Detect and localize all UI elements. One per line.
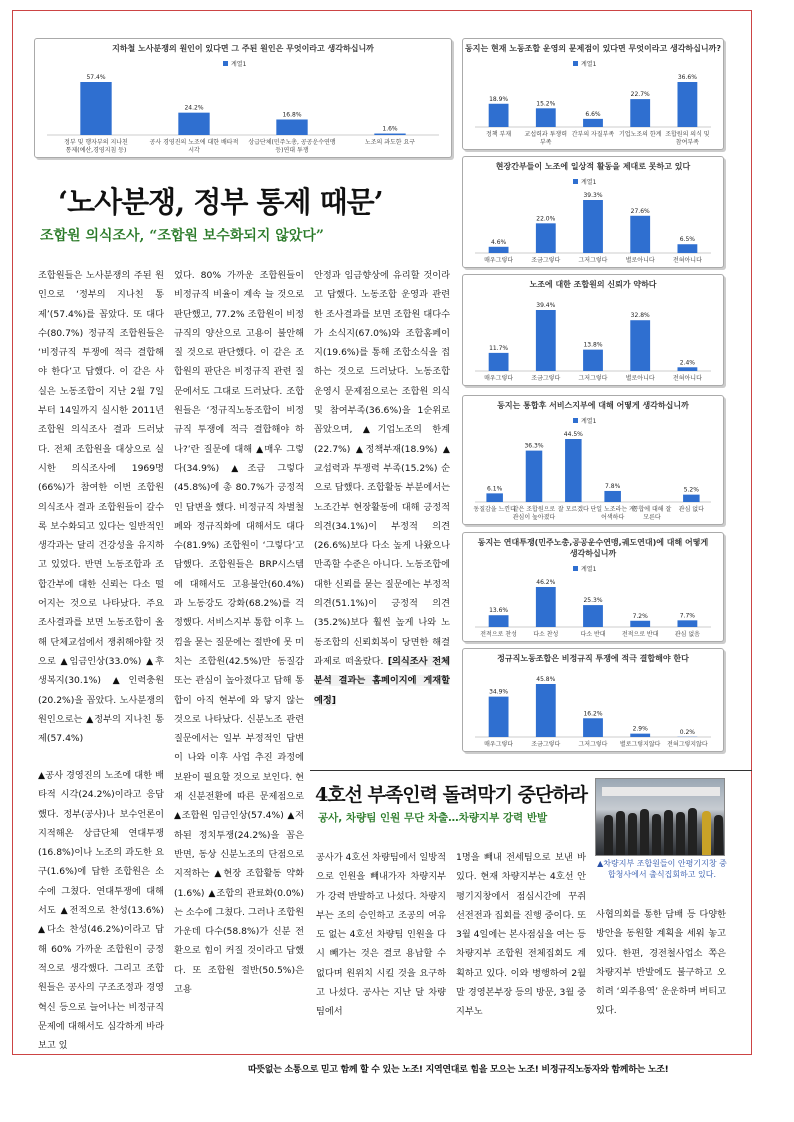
chart-field-officers: [462, 156, 724, 268]
data-label: 0.2%: [679, 728, 696, 736]
chart-svg: [463, 396, 723, 524]
category-label: 동질감을 느낀다: [473, 506, 516, 513]
chart-legend: [573, 565, 597, 573]
category-label: 기업노조의 한계: [618, 131, 662, 138]
bar: [276, 119, 307, 135]
category-label: 다소 반대: [580, 631, 606, 638]
category-label: 모른다: [643, 514, 661, 521]
bar: [630, 216, 650, 253]
data-label: 39.4%: [536, 302, 556, 309]
category-label: 매우그렇다: [484, 375, 514, 382]
article-column-3: [314, 266, 450, 766]
category-label: 정부 및 행자부의 지나친: [64, 139, 128, 146]
bar: [677, 244, 697, 253]
chart-title: 동지는 연대투쟁(민주노총,공공운수연맹,궤도연대)에 대해 어떻게: [477, 538, 709, 547]
bar: [677, 620, 697, 627]
category-label: 간부의 자질부족: [571, 131, 615, 138]
category-label: 전적으로 반대: [621, 631, 659, 638]
category-label: 별로아니다: [625, 375, 655, 382]
data-label: 22.7%: [630, 91, 650, 99]
bar: [486, 493, 503, 502]
data-label: 7.2%: [632, 612, 648, 620]
bar: [489, 615, 509, 627]
bar: [630, 99, 650, 127]
data-label: 7.7%: [679, 612, 696, 620]
chart-irregular: [462, 648, 724, 752]
bar: [536, 223, 556, 253]
legend-label: 계열1: [581, 418, 597, 425]
data-label: 6.6%: [585, 110, 601, 118]
chart-title: 정규직노동조합은 비정규직 투쟁에 적극 결합해야 한다: [497, 654, 689, 663]
chart-svg: [463, 157, 723, 267]
article-column-1b: ▲공사 경영진의 노조에 대한 배타적 시각(24.2%)이라고 응답했다. 정부(공사)나 보수언론이 지적해온 상급단체 연대투쟁(16.8%)이나 노조의 과도한 요구(1.6%)에 답한 조합원은 소수에 그쳤다. 연대투쟁에 대해서도 ▲전적으로 찬성(13.6%) ▲다소 찬성(46.2%)이라고 답해 60% 가까운 조합원이 긍정적으로 생각했다. 그리고 조합원들은 공사의 구조조정과 경영혁신 등으로 늘어나는 비정규직 문제에 대해서도 심각하게 바라보고 있: [38, 770, 164, 1052]
data-label: 36.3%: [524, 442, 544, 450]
data-label: 34.9%: [489, 688, 509, 696]
category-label: 별로그렇지않다: [619, 741, 661, 748]
chart-legend: [573, 417, 597, 425]
category-label: 관심 없다: [678, 506, 704, 513]
data-label: 15.2%: [536, 100, 556, 108]
category-label: 전혀아니다: [672, 375, 702, 382]
bar: [536, 587, 556, 627]
chart-service-branch: [462, 395, 724, 525]
chart-solidarity: [462, 532, 724, 642]
chart-legend: [573, 60, 597, 68]
article-column-2: 었다. 80% 가까운 조합원들이 비정규직 비율이 계속 늘 것으로 판단했고, 77.2% 조합원이 비정규직의 양산으로 고용이 불안해 질 것으로 판단했다. 이 같은 조합원의 판단은 비정규직 관련 질문에서도 그대로 드러났다. 조합원들은 ‘정규직노동조합이 비정규직 투쟁에 적극 결합해야 하나?’란 질문에 대해 ▲매우 그렇다(34.9%) ▲조금 그렇다(45.8%)에 총 80.7%가 긍정적인 답변을 했다. 비정규직 차별철폐와 정규직화에 대해서도 대다수(81.9%) 조합원이 ‘그렇다’고 답했다. 조합원들은 BRP시스템에 대해서도 고용불안(60.4%)과 노동강도 강화(68.2%)를 걱정했다. 서비스지부 통합 이후 느낌을 묻는 질문에는 절반에 못 미치는 조합원(42.5%)만 동질감 또는 관심이 높아졌다고 답해 통합이 아직 현부에 와 닿지 않는 것으로 나타났다. 신분노조 관련 질문에서는 일부 부정적인 답변이 나와 이후 사업 추진 과정에 보완이 필요할 것으로 보인다. 현재 신분전환에 따른 문제점으로 ▲조합원 임금인상(57.4%) ▲저하된 정치투쟁(24.2%)을 꼽은 반면, 동상 신분노조의 단점으로 지적하는 ▲현장 조합활동 약화(1.6%) ▲조합의 관료화(0.0%)는 소수에 그쳤다. 그러나 조합원 가운데 다수(58.8%)가 신분 전환으로 힘이 커질 것이라고 답했다. 또 조합원 절반(50.5%)은 고용: [174, 270, 304, 995]
category-label: 관심 없음: [674, 631, 700, 638]
analysis-note: [의식조사 전체 분석 결과는 홈페이지에 게재할 예정]: [314, 655, 450, 706]
chart-title: 생각하십니까: [569, 549, 617, 558]
data-label: 36.6%: [677, 74, 697, 81]
bar: [583, 605, 603, 627]
section-divider: [310, 770, 752, 771]
bar: [80, 82, 111, 135]
category-label: 다소 찬성: [533, 631, 559, 638]
category-label: 조금그렇다: [531, 257, 561, 264]
bar: [489, 353, 509, 371]
chart-title: 동지는 통합후 서비스지부에 대해 어떻게 생각하십니까: [497, 401, 689, 410]
data-label: 4.6%: [490, 238, 507, 246]
bar: [178, 113, 209, 135]
category-label: 조금그렇다: [531, 375, 561, 382]
bar: [630, 734, 650, 737]
chart-title: 지하철 노사분쟁의 원인이 있다면 그 주된 원인은 무엇이라고 생각하십니까: [112, 44, 374, 53]
category-label: 어색하다: [601, 514, 625, 521]
chart-svg: [463, 533, 723, 641]
data-label: 5.2%: [683, 486, 699, 494]
data-label: 45.8%: [536, 676, 556, 683]
legend-label: 계열1: [581, 61, 597, 68]
category-label: 상급단체(민주노총, 공공운수연맹: [248, 139, 336, 146]
data-label: 18.9%: [489, 95, 509, 103]
data-label: 39.3%: [583, 192, 603, 199]
bar: [630, 320, 650, 371]
legend-label: 계열1: [231, 61, 247, 68]
category-label: 노조의 과도한 요구: [364, 139, 416, 146]
bar: [630, 621, 650, 627]
bar: [536, 684, 556, 737]
bar: [536, 310, 556, 371]
article-column-3-text: 안정과 임금향상에 유리할 것이라고 답했다. 노동조합 운영과 관련한 조사결과를 보면 조합원 대다수가 소식지(67.0%)와 조합홈페이지(19.6%)를 통해 조합소식을 접하는 것으로 드러났다. 노동조합 운영시 문제점으로는 조합원 의식 및 참여부족(36.6%)을 1순위로 꼽았으며, ▲기업노조의 한계(22.7%) ▲정책부재(18.9%) ▲교섭력과 투쟁력 부족(15.2%) 순으로 답했다. 조합활동 부분에서는 노조간부 현장활동에 대해 긍정적 의견(34.1%)이 부정적 의견(26.6%)보다 다소 높게 나왔으나 만족할 수준은 아니다. 노동조합에 대한 신뢰를 묻는 질문에는 부정적 의견(51.1%)이 긍정적 의견(35.2%)보다 훨씬 높게 나와 노동조합의 신뢰회복이 당면한 해결 과제로 떠올랐다.: [314, 270, 450, 667]
data-label: 57.4%: [86, 74, 106, 81]
category-label: 그저그렇다: [578, 741, 608, 748]
data-label: 32.8%: [630, 312, 650, 320]
chart-legend: [223, 60, 247, 68]
category-label: 참여부족: [675, 139, 699, 146]
category-label: 등)연대 투쟁: [275, 147, 309, 154]
bar: [489, 697, 509, 737]
category-label: 별로아니다: [625, 257, 655, 264]
bar: [677, 82, 697, 127]
chart-title: 현장간부들이 노조에 일상적 활동을 제대로 못하고 있다: [495, 162, 691, 171]
chart-trust: [462, 274, 724, 386]
chart-svg: [463, 39, 723, 149]
category-label: 통제(예산,경영지침 등): [65, 147, 127, 154]
category-label: 매우그렇다: [484, 257, 514, 264]
rally-photo: [595, 778, 725, 856]
category-label: 같은 조합원으로: [512, 506, 556, 513]
data-label: 6.1%: [487, 485, 503, 493]
bar: [677, 367, 697, 371]
article-column-1: 조합원들은 노사분쟁의 주된 원인으로 ‘정부의 지나친 통제’(57.4%)를 꼽았다. 또 대다수(80.7%) 정규직 조합원들은 ‘비정규직 투쟁에 적극 결합해야 한다’고 답했다. 이 같은 사실은 노동조합이 지난 2월 7일부터 14일까지 실시한 2011년 조합원 의식조사 결과 드러났다. 전체 조합원을 대상으로 실시한 의식조사에 1969명(66%)가 참여한 이번 조합원 의식조사 결과 조합원들이 갈수록 보수화되고 있다는 일반적인 생각과는 달리 건강성을 유지하고 있었다. 반면 노동조합과 조합간부에 대한 신뢰는 다소 떨어지는 것으로 나타났다. 주요 조사결과를 보면 노동조합이 올해 단체교섭에서 쟁취해야할 것으로 ▲임금인상(33.0%) ▲후생복지(30.1%) ▲인력충원(20.2%)을 꼽았다. 노사분쟁의 원인으로는 ▲정부의 지나친 통제(57.4%): [38, 270, 164, 745]
bar: [604, 491, 621, 502]
data-label: 2.4%: [679, 359, 696, 367]
chart-legend: [573, 178, 597, 186]
category-label: 시각: [188, 147, 200, 154]
category-label: 잘 모르겠다: [557, 506, 589, 513]
data-label: 16.8%: [282, 111, 302, 119]
data-label: 13.8%: [583, 341, 603, 349]
article2-column-3: 사협의회를 통한 담배 등 다양한 방안을 동원할 계획을 세워 놓고 있다. 한편, 경전철사업소 쪽은 차량지부 반발에도 불구하고 오히려 ‘외주용역’ 운운하며 버티고 있다.: [596, 909, 726, 1017]
category-label: 전혀아니다: [672, 257, 702, 264]
category-label: 전혀그렇지않다: [667, 741, 708, 748]
category-label: 그저그렇다: [578, 257, 608, 264]
legend-label: 계열1: [581, 566, 597, 573]
chart-svg: [35, 39, 451, 157]
article2-column-1: 공사가 4호선 차량팀에서 일방적으로 인원을 빼내가자 차량지부가 강력 반발하고 나섰다. 차량지부는 조의 승인하고 조공의 여유도 없는 4호선 차량팀 인원을 다시 빼가는 것은 결코 용납할 수 없다며 원위치 시킬 것을 요구하고 나섰다. 공사는 지난 달 차량팀에서: [316, 852, 446, 1018]
data-label: 16.2%: [583, 710, 603, 718]
second-subheadline: 공사, 차량팀 인원 무단 차출…차량지부 강력 반발: [318, 812, 548, 824]
category-label: 통합에 대해 잘: [632, 506, 672, 513]
category-label: 그저그렇다: [578, 375, 608, 382]
bar: [489, 104, 509, 127]
bar: [683, 495, 700, 502]
data-label: 13.6%: [489, 607, 509, 615]
category-label: 조합원의 의식 및: [665, 131, 710, 138]
data-label: 6.5%: [679, 236, 696, 244]
subheadline: 조합원 의식조사, “조합원 보수화되지 않았다”: [40, 228, 324, 244]
category-label: 교섭력과 투쟁력: [524, 131, 568, 138]
bar: [583, 718, 603, 737]
bar: [536, 108, 556, 127]
data-label: 2.9%: [632, 725, 648, 733]
chart-union-problems: [462, 38, 724, 150]
category-label: 정책 부재: [486, 131, 512, 138]
chart-svg: [463, 649, 723, 751]
category-label: 매우그렇다: [484, 741, 514, 748]
chart-title: 노조에 대한 조합원의 신뢰가 약하다: [529, 280, 657, 289]
bar: [565, 439, 582, 502]
data-label: 11.7%: [489, 344, 509, 352]
footer-slogan: 따뜻없는 소통으로 믿고 함께 할 수 있는 노조! 지역연대로 힘을 모으는 노조! 비정규직노동자와 함께하는 노조!: [248, 1065, 669, 1075]
photo-caption: ▲차량지부 조합원들이 안평기지창 중합청사에서 출식집회하고 있다.: [597, 859, 727, 879]
chart-dispute-cause: [34, 38, 452, 158]
bar: [583, 200, 603, 253]
chart-svg: [463, 275, 723, 385]
category-label: 조금그렇다: [531, 741, 561, 748]
data-label: 27.6%: [630, 207, 650, 215]
chart-title: 동지는 현재 노동조합 운영의 문제점이 있다면 무엇이라고 생각하십니까?: [465, 44, 721, 53]
category-label: 부족: [540, 139, 552, 146]
data-label: 25.3%: [583, 597, 603, 605]
second-headline: 4호선 부족인력 돌려막기 중단하라: [315, 784, 588, 806]
headline: ‘노사분쟁, 정부 통제 때문’: [58, 185, 383, 219]
data-label: 24.2%: [184, 104, 204, 112]
data-label: 44.5%: [563, 431, 583, 438]
bar: [583, 350, 603, 371]
data-label: 1.6%: [382, 125, 398, 133]
category-label: 전적으로 찬성: [480, 631, 517, 638]
data-label: 46.2%: [536, 579, 556, 586]
bar: [489, 247, 509, 253]
bar: [526, 451, 543, 502]
bar: [374, 134, 405, 135]
category-label: 공사 경영진의 노조에 대한 배타적: [149, 139, 239, 146]
article2-column-2: 1명을 빼내 전세팀으로 보낸 바 있다. 현재 차량지부는 4호선 안평기지창에서 점심시간에 꾸쥐 선전전과 집회를 진행 중이다. 또 3월 4일에는 본사점심을 여는 등 차량지부 조합원 전체집회도 계획하고 있다. 이와 병행하여 2월말 경영본부장 등의 방문, 3월 중 지부노: [456, 852, 586, 1018]
legend-label: 계열1: [581, 179, 597, 186]
category-label: 관심이 높아졌다: [512, 514, 556, 521]
category-label: 단일 노조라는 게: [590, 506, 635, 513]
data-label: 22.0%: [536, 215, 556, 223]
bar: [583, 119, 603, 127]
data-label: 7.8%: [605, 482, 621, 490]
